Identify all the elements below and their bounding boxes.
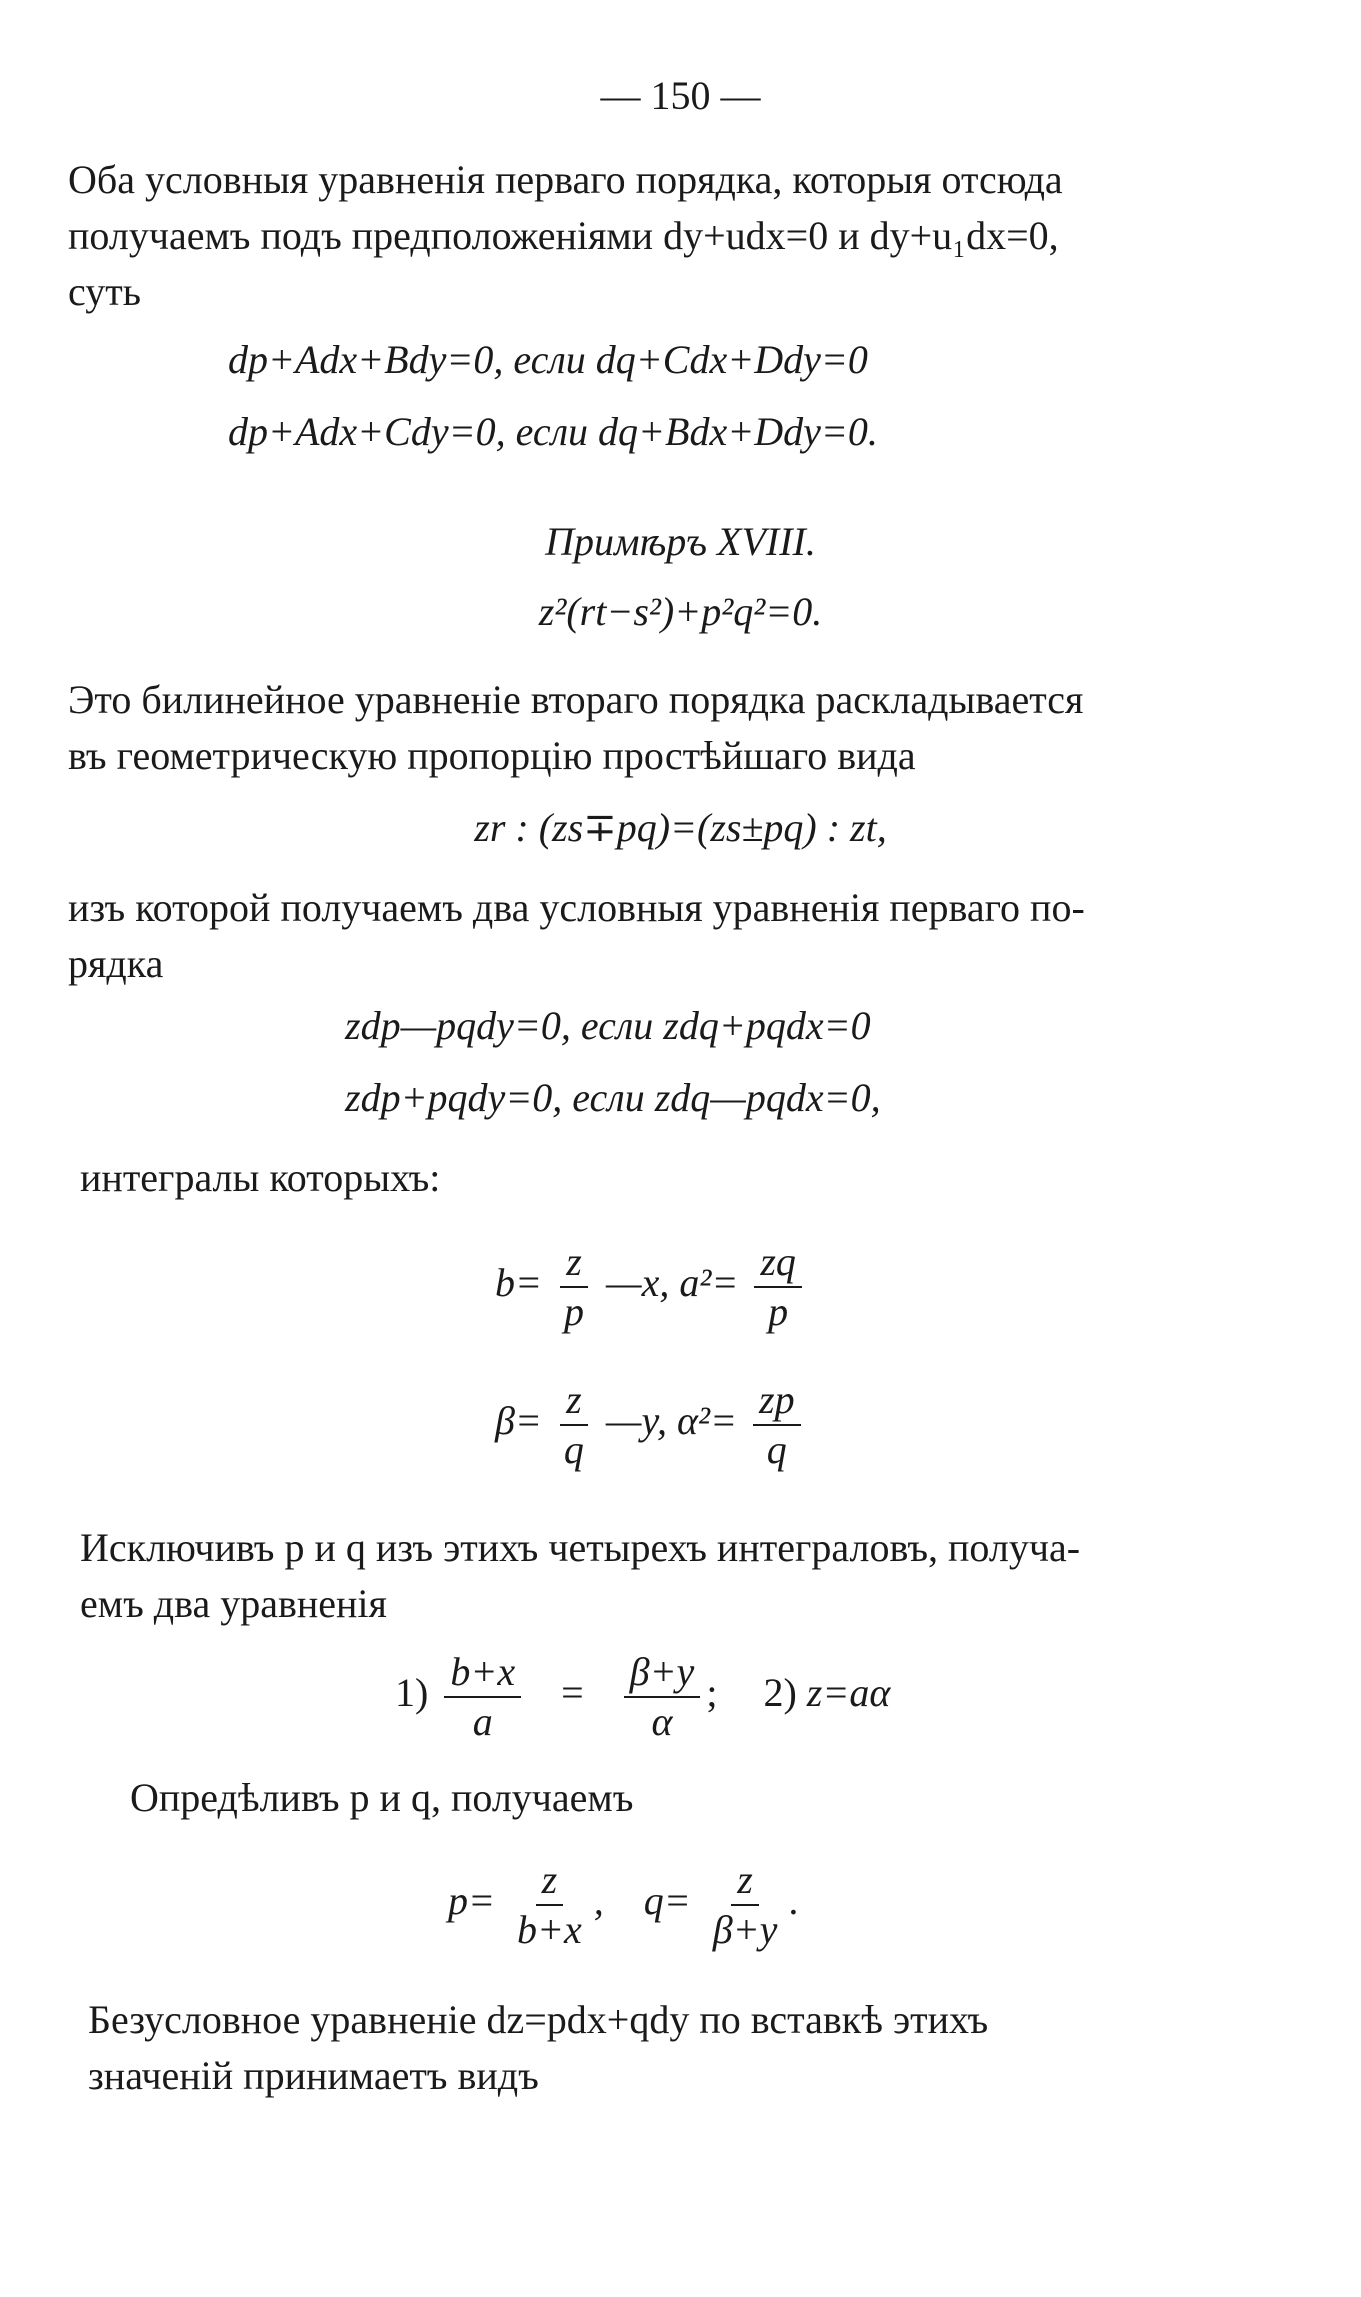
numerator: z	[731, 1858, 759, 1906]
equation-line: dp+Adx+Bdy=0, если dq+Cdx+Ddy=0	[228, 337, 868, 382]
text-line: емъ два уравненія	[80, 1581, 387, 1626]
eq-text: p=	[448, 1878, 495, 1924]
page-number: — 150 —	[600, 73, 761, 118]
two-equations	[395, 1650, 890, 1744]
paragraph-unconditional	[88, 1992, 1308, 2104]
denominator: β+y	[712, 1907, 778, 1952]
text-line: въ геометрическую пропорцію простѣйшаго вида	[68, 733, 916, 778]
numerator: β+y	[624, 1650, 701, 1698]
eq-label: 2)	[763, 1670, 797, 1716]
fraction	[558, 1378, 590, 1472]
eq-label: 1)	[395, 1670, 429, 1716]
text-line: Оба условныя уравненія перваго порядка, которыя отсюда	[68, 157, 1063, 202]
eq-text: —x, a²=	[606, 1260, 739, 1306]
fraction	[624, 1650, 701, 1744]
denominator: q	[563, 1427, 584, 1472]
paragraph-intro	[68, 152, 1298, 320]
numerator: z	[536, 1858, 564, 1906]
eq-text: b=	[495, 1260, 542, 1306]
denominator: p	[564, 1289, 584, 1334]
text-line: Это билинейное уравненіе втораго порядка раскладывается	[68, 677, 1084, 722]
text-line: рядка	[68, 941, 164, 986]
example-title: Примѣръ XVIII.	[545, 519, 816, 564]
text-line: значеній принимаетъ видъ	[88, 2053, 539, 2098]
numerator: zq	[754, 1240, 802, 1288]
equation-line: dp+Adx+Cdy=0, если dq+Bdx+Ddy=0.	[228, 409, 878, 454]
paragraph-eliminate	[80, 1520, 1300, 1632]
equation-line: zdp+pqdy=0, если zdq—pqdx=0,	[345, 1075, 881, 1120]
numerator: z	[560, 1378, 588, 1426]
fraction	[753, 1378, 801, 1472]
eq-text: β=	[495, 1398, 542, 1444]
numerator: z	[560, 1240, 588, 1288]
eq-text: .	[789, 1878, 800, 1924]
paragraph-conditions	[68, 880, 1298, 992]
fraction	[558, 1240, 590, 1334]
integral-equation-1	[495, 1240, 808, 1334]
eq-text: ;	[706, 1670, 718, 1716]
equation-line: zdp—pqdy=0, если zdq+pqdx=0	[345, 1003, 871, 1048]
paragraph-determine: Опредѣливъ p и q, получаемъ	[130, 1775, 634, 1820]
text-line: изъ которой получаемъ два условныя уравненія перваго по-	[68, 885, 1085, 930]
eq-text: q=	[643, 1878, 691, 1924]
text-line: суть	[68, 269, 141, 314]
fraction	[444, 1650, 521, 1744]
denominator: α	[651, 1699, 673, 1744]
eq-text: =	[561, 1670, 584, 1716]
text-line: получаемъ подъ предположеніями dy+udx=0 и dy+u₁dx=0,	[68, 213, 1059, 258]
denominator: a	[472, 1699, 493, 1744]
proportion-equation: zr : (zs∓pq)=(zs±pq) : zt,	[474, 805, 887, 850]
eq-text: z=aα	[806, 1670, 891, 1716]
fraction	[754, 1240, 802, 1334]
denominator: b+x	[517, 1907, 582, 1952]
fraction	[707, 1858, 784, 1952]
fraction	[511, 1858, 588, 1952]
paragraph-bilinear	[68, 672, 1298, 784]
pq-equations	[448, 1858, 799, 1952]
eq-text: —y, α²=	[605, 1398, 738, 1444]
equation-pair-1	[228, 332, 1228, 460]
example-equation: z²(rt−s²)+p²q²=0.	[538, 589, 823, 634]
numerator: b+x	[444, 1650, 521, 1698]
equation-pair-2	[345, 998, 1245, 1126]
numerator: zp	[753, 1378, 801, 1426]
integral-equation-2	[495, 1378, 807, 1472]
denominator: q	[766, 1427, 787, 1472]
denominator: p	[768, 1289, 789, 1334]
text-line: Безусловное уравненіе dz=pdx+qdy по вставкѣ этихъ	[88, 1997, 989, 2042]
text-line: Исключивъ p и q изъ этихъ четырехъ интеграловъ, получа-	[80, 1525, 1081, 1570]
eq-text: ,	[593, 1878, 604, 1924]
integrals-label: интегралы которыхъ:	[80, 1155, 441, 1200]
